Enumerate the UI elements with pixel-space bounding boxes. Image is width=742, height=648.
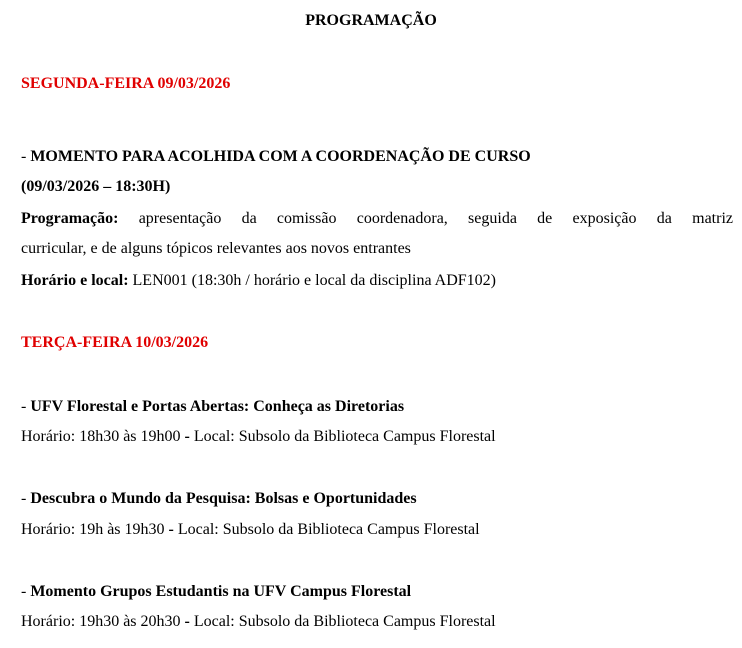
day-heading-tuesday: TERÇA-FEIRA 10/03/2026 [21, 334, 209, 351]
event-name: UFV Florestal e Portas Abertas: Conheça as Diretorias [30, 398, 405, 415]
event-schedule [21, 271, 496, 291]
event-time: Horário: 19h30 às 20h30 [21, 613, 181, 630]
event-location: Local: Subsolo da Biblioteca Campus Florestal [193, 428, 496, 445]
event-prefix: - [21, 148, 31, 165]
event-datetime: (09/03/2026 – 18:30H) [21, 178, 171, 195]
event-program-line1 [21, 209, 733, 229]
event-time-location [21, 427, 496, 447]
event-title-grupos-estudantis [21, 582, 411, 602]
event-title-portas-abertas [21, 397, 404, 417]
event-name: Descubra o Mundo da Pesquisa: Bolsas e Oportunidades [30, 490, 417, 507]
program-text-line1: apresentação da comissão coordenadora, seguida de exposição da matriz [118, 210, 733, 227]
event-time: Horário: 19h às 19h30 [21, 521, 165, 538]
event-time: Horário: 18h30 às 19h00 [21, 428, 181, 445]
day-heading-monday: SEGUNDA-FEIRA 09/03/2026 [21, 75, 231, 92]
schedule-text: LEN001 (18:30h / horário e local da disciplina ADF102) [128, 272, 496, 289]
event-prefix: - [21, 490, 31, 507]
schedule-label: Horário e local: [21, 272, 129, 289]
event-separator: - [164, 521, 178, 538]
page-title: PROGRAMAÇÃO [305, 12, 437, 29]
event-prefix: - [21, 583, 31, 600]
event-time-location [21, 520, 480, 540]
event-name: MOMENTO PARA ACOLHIDA COM A COORDENAÇÃO DE CURSO [30, 148, 531, 165]
program-label: Programação: [21, 210, 119, 227]
event-name: Momento Grupos Estudantis na UFV Campus Florestal [30, 583, 412, 600]
program-text-line2: curricular, e de alguns tópicos relevantes aos novos entrantes [21, 240, 411, 257]
event-location: Local: Subsolo da Biblioteca Campus Florestal [193, 613, 496, 630]
event-title-acolhida [21, 147, 531, 167]
event-separator: - [180, 613, 194, 630]
event-title-pesquisa [21, 489, 417, 509]
event-prefix: - [21, 398, 31, 415]
event-separator: - [180, 428, 194, 445]
event-location: Local: Subsolo da Biblioteca Campus Florestal [177, 521, 480, 538]
event-time-location [21, 612, 496, 632]
